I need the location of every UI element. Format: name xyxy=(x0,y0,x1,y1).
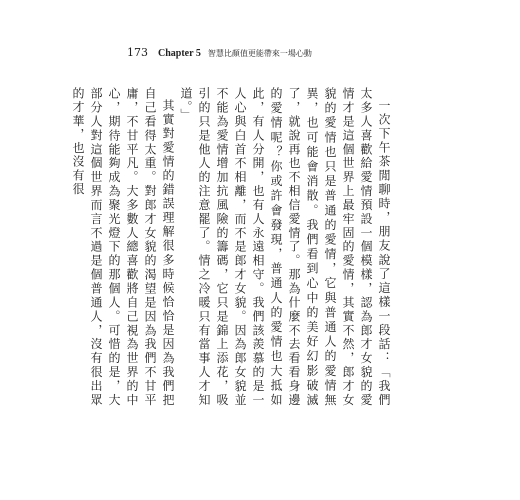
page-number: 173 xyxy=(127,46,148,59)
paragraph-2: 其實對愛情的錯誤理解很多時候恰恰是因為我們把自己看得太重。對郎才女貌的渴望是因為我們不甘平庸，不甘平凡。大多數人總喜歡將自己視為世界的中心，期待能夠成為聚光燈下的那個人。可惜的是，大部分人對這個世界而言不過是個普通人，沒有很出眾的才華，也沒有很 xyxy=(71,87,175,407)
body-text xyxy=(69,87,393,407)
paragraph-1: 一次下午茶閒聊時，朋友說了這樣一段話：「我們太多人喜歡給愛情預設一個模樣，認為郎才女貌的愛情才是這個世界上最牢固的愛情，其實不然，郎才女貌的愛情也只是普通的愛情，它與普通人的愛情無異，也可能會消散。我們看到心中的美好幻影破滅了，就說再也不相信愛情了。那為什麼不去看看身邊的愛情呢？你或許會發現，普通人的愛情也大抵如此，有人分開，也有人永遠相守。我們該羨慕的是一人心與白首不相離，而不是郎才女貌。因為郎女貌並不能為愛情增加抗風險的籌碼，它只是錦上添花，吸引的只是他人的注意罷了。情之冷暖只有當事人才知道。」 xyxy=(179,87,391,407)
chapter-label: Chapter 5 xyxy=(158,48,201,59)
running-header xyxy=(127,46,312,60)
chapter-title: 智慧比顏值更能帶來一場心動 xyxy=(207,49,312,58)
